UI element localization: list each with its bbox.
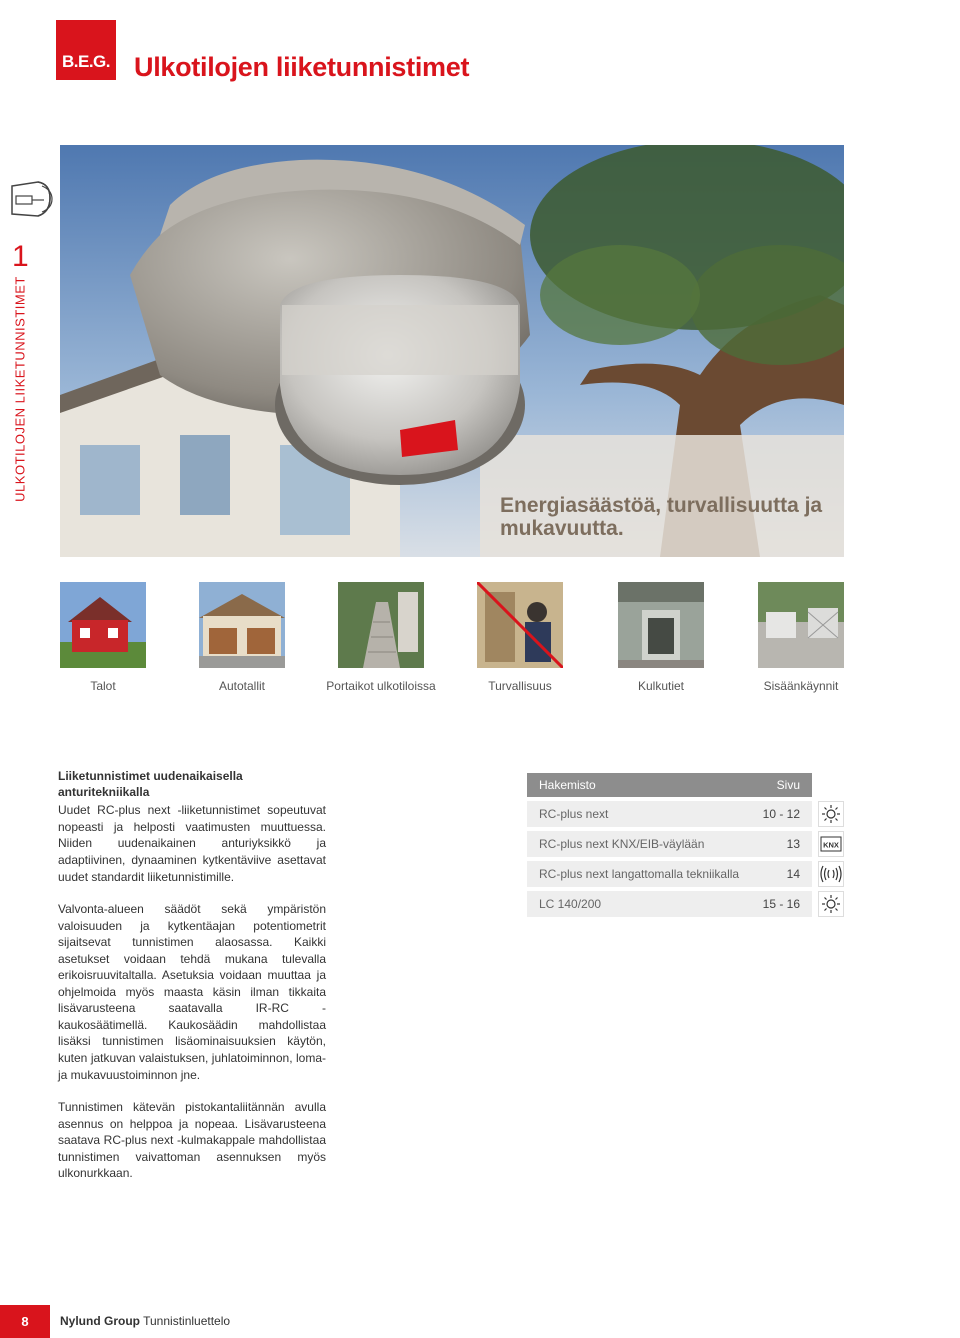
application-item bbox=[199, 582, 285, 694]
application-label: Talot bbox=[90, 679, 116, 693]
logo-text: B.E.G. bbox=[61, 52, 110, 71]
index-product-name: RC-plus next KNX/EIB-väylään bbox=[539, 837, 705, 851]
chapter-number: 1 bbox=[12, 240, 29, 273]
application-label: Portaikot ulkotiloissa bbox=[326, 679, 436, 693]
index-table-header bbox=[527, 773, 812, 797]
application-label: Sisäänkäynnit bbox=[763, 679, 839, 693]
index-page-number: 10 - 12 bbox=[762, 807, 800, 821]
light-icon bbox=[818, 891, 844, 917]
index-product-name: LC 140/200 bbox=[539, 897, 602, 911]
page-number: 8 bbox=[0, 1305, 50, 1338]
footer-company: Nylund Group bbox=[60, 1314, 140, 1328]
application-label: Autotallit bbox=[218, 679, 266, 693]
footer-catalog: Tunnistinluettelo bbox=[143, 1314, 231, 1328]
beg-logo bbox=[56, 20, 116, 80]
index-page-number: 13 bbox=[786, 837, 800, 851]
garage-photo bbox=[199, 582, 285, 668]
intro-paragraph: Tunnistimen kätevän pistokantaliitännän avulla asennus on helppoa ja nopeaa. Lisävarusteena saatava RC-plus next -kulmakappale mahdollistaa tunnistimen vaivattoman asennuksen myös ulkonurkkaan. bbox=[58, 1100, 326, 1181]
entrance-photo bbox=[758, 582, 844, 668]
page-footer bbox=[0, 1305, 960, 1338]
sensor-chapter-icon bbox=[8, 178, 54, 220]
hero-image bbox=[60, 145, 844, 557]
house-photo bbox=[60, 582, 146, 668]
index-row[interactable] bbox=[527, 861, 845, 887]
knx-icon-text: KNX bbox=[823, 840, 839, 850]
index-page-number: 14 bbox=[786, 867, 800, 881]
application-thumbnails bbox=[60, 582, 844, 712]
application-item bbox=[618, 582, 704, 694]
application-label: Turvallisuus bbox=[488, 679, 552, 693]
intro-paragraph: Valvonta-alueen säädöt sekä ympäristön valoisuuden ja kytkentäajan potentiometrit sijaitsevat tunnistimen alaosassa. Kaikki asetukset voidaan tehdä mukana tulevalla erikoisruuvitaltalla. Asetuksia voidaan muuttaa ja ohjelmoida myös maasta käsin ilman tikkaita lisävarusteena saatavalla IR-RC -kaukosäätimellä. Kaukosäädin mahdollistaa lisäksi tunnistimen lisäominaisuuksien käytön, kuten jatkuvan valaistuksen, juhlatoiminnon, loma- ja mukavuustoiminnon jne. bbox=[58, 902, 326, 1082]
index-product-name: RC-plus next bbox=[539, 807, 609, 821]
intro-paragraph: Uudet RC-plus next -liiketunnistimet sopeutuvat nopeasti ja helposti vaatimusten muuttuessa. Niiden uudenaikainen anturiyksikkö ja adaptiivinen, dynaaminen kytkentäviive asettavat uudet standardit liiketunnistimille. bbox=[58, 803, 326, 884]
security-photo bbox=[477, 582, 563, 668]
wireless-icon bbox=[818, 861, 844, 887]
knx-icon bbox=[818, 831, 844, 857]
index-row[interactable] bbox=[527, 801, 845, 827]
intro-text bbox=[58, 768, 326, 1198]
header-page: Sivu bbox=[776, 778, 800, 792]
index-row[interactable] bbox=[527, 891, 845, 917]
stairs-photo bbox=[338, 582, 424, 668]
application-item bbox=[326, 582, 436, 694]
application-item bbox=[60, 582, 146, 694]
index-row[interactable] bbox=[527, 831, 845, 857]
light-icon bbox=[818, 801, 844, 827]
chapter-side-label bbox=[0, 276, 40, 502]
walkway-photo bbox=[618, 582, 704, 668]
hero-tagline: Energiasäästöä, turvallisuutta ja mukavuutta. bbox=[500, 493, 823, 541]
index-page-number: 15 - 16 bbox=[762, 897, 800, 911]
page-title: Ulkotilojen liiketunnistimet bbox=[134, 52, 470, 82]
application-item bbox=[758, 582, 844, 694]
application-label: Kulkutiet bbox=[637, 679, 685, 693]
footer-text bbox=[60, 1314, 230, 1328]
side-label-text: ULKOTILOJEN LIIKETUNNISTIMET bbox=[12, 276, 28, 502]
header-index: Hakemisto bbox=[539, 778, 596, 792]
index-product-name: RC-plus next langattomalla tekniikalla bbox=[539, 867, 740, 881]
index-table bbox=[527, 773, 845, 917]
application-item bbox=[477, 582, 563, 694]
intro-heading: Liiketunnistimet uudenaikaisella anturitekniikalla bbox=[58, 769, 243, 800]
